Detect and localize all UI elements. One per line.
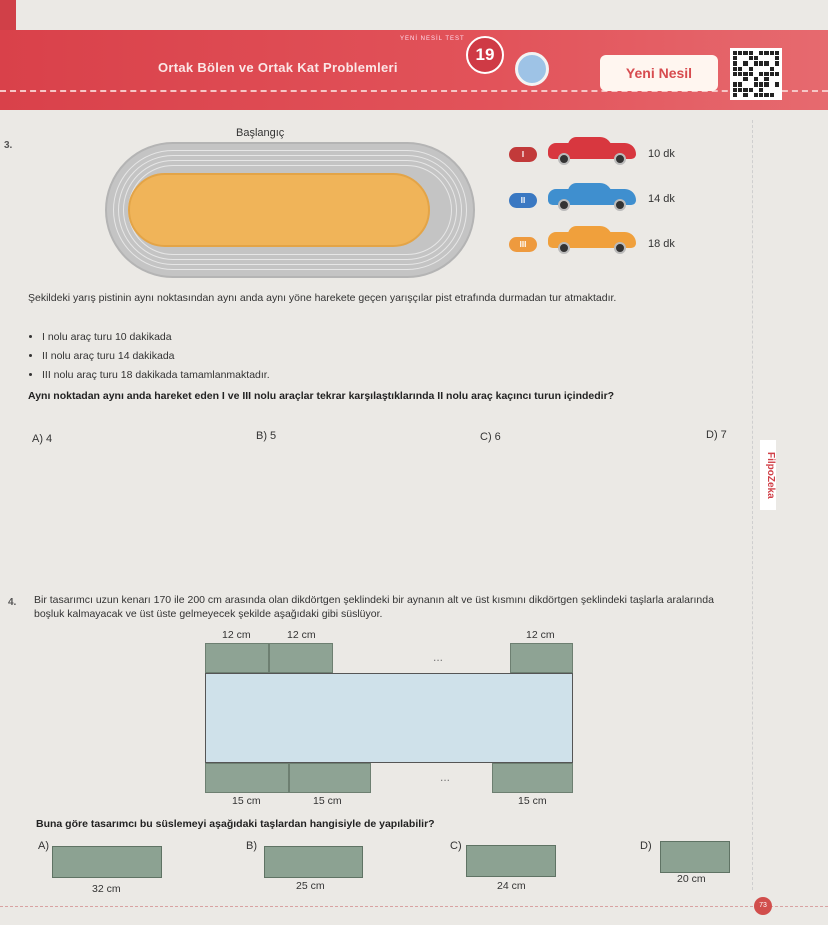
- car-II-tag: II: [509, 193, 537, 208]
- car-III-time: 18 dk: [648, 238, 675, 250]
- top-tile: [269, 643, 333, 673]
- choice-a-label: 32 cm: [92, 883, 121, 895]
- question-prompt: Buna göre tasarımcı bu süslemeyi aşağıdaki taşlardan hangisiyle de yapılabilir?: [36, 818, 435, 830]
- gear-icon: [515, 52, 549, 86]
- ellipsis: ...: [440, 770, 451, 784]
- header-small-caption: YENİ NESİL TEST: [400, 36, 465, 42]
- choice-d-letter[interactable]: D): [640, 840, 652, 852]
- question-number: 4.: [8, 597, 17, 608]
- choice-c-label: 24 cm: [497, 880, 526, 892]
- bottom-tile-label: 15 cm: [232, 795, 261, 807]
- car-I-tag: I: [509, 147, 537, 162]
- series-label: Yeni Nesil: [600, 55, 718, 91]
- margin-divider: [752, 120, 753, 890]
- bullet-list: [28, 328, 270, 385]
- question-text: Şekildeki yarış pistinin aynı noktasından aynı anda aynı yöne harekete geçen yarışçılar pist etrafında durmadan tur atmaktadır.: [28, 292, 617, 304]
- choice-b-tile[interactable]: [264, 846, 363, 878]
- top-tile-label: 12 cm: [287, 629, 316, 641]
- car-III-tag: III: [509, 237, 537, 252]
- question-prompt: Aynı noktadan aynı anda hareket eden I ve III nolu araçlar tekrar karşılaştıklarında II nolu araç kaçıncı turun içindedir?: [28, 390, 615, 402]
- option-a[interactable]: A) 4: [32, 433, 53, 445]
- test-number-badge: 19: [466, 36, 504, 74]
- side-brand: FilpoZeka: [760, 440, 776, 510]
- choice-d-label: 20 cm: [677, 873, 706, 885]
- car-III-icon: [548, 226, 636, 252]
- bottom-tile: [205, 763, 289, 793]
- option-c[interactable]: C) 6: [480, 431, 501, 443]
- ellipsis: ...: [433, 650, 444, 664]
- car-II-icon: [548, 183, 636, 209]
- page-number: 73: [754, 897, 772, 915]
- bottom-tile-label: 15 cm: [313, 795, 342, 807]
- page-title: Ortak Bölen ve Ortak Kat Problemleri: [158, 60, 398, 75]
- start-label: Başlangıç: [236, 127, 285, 139]
- option-b[interactable]: B) 5: [256, 430, 277, 442]
- top-tile: [205, 643, 269, 673]
- qr-code-icon: [730, 48, 782, 100]
- top-tile-label: 12 cm: [526, 629, 555, 641]
- bottom-tile: [289, 763, 371, 793]
- car-I-time: 10 dk: [648, 148, 675, 160]
- choice-a-letter[interactable]: A): [38, 840, 49, 852]
- car-II-time: 14 dk: [648, 193, 675, 205]
- choice-c-letter[interactable]: C): [450, 840, 462, 852]
- bottom-tile: [492, 763, 573, 793]
- footer-divider: [0, 906, 828, 907]
- question-number: 3.: [4, 140, 13, 151]
- bullet-item: • I nolu araç turu 10 dakikada: [42, 328, 270, 347]
- choice-a-tile[interactable]: [52, 846, 162, 878]
- mirror: [205, 673, 573, 763]
- bullet-item: • III nolu araç turu 18 dakikada tamamlanmaktadır.: [42, 366, 270, 385]
- question-text: Bir tasarımcı uzun kenarı 170 ile 200 cm arasında olan dikdörtgen şeklindeki bir aynanın alt ve üst kısmını dikdörtgen şeklindeki taşlarla aralarında boşluk kalmayacak ve üst üste gelmeyecek şekilde aşağıdaki gibi süslüyor.: [34, 594, 714, 620]
- track-infield: [128, 173, 430, 247]
- top-tile: [510, 643, 573, 673]
- choice-c-tile[interactable]: [466, 845, 556, 877]
- bottom-tile-label: 15 cm: [518, 795, 547, 807]
- car-I-icon: [548, 137, 636, 163]
- bullet-item: • II nolu araç turu 14 dakikada: [42, 347, 270, 366]
- choice-b-letter[interactable]: B): [246, 840, 257, 852]
- choice-d-tile[interactable]: [660, 841, 730, 873]
- choice-b-label: 25 cm: [296, 880, 325, 892]
- top-tile-label: 12 cm: [222, 629, 251, 641]
- option-d[interactable]: D) 7: [706, 429, 727, 441]
